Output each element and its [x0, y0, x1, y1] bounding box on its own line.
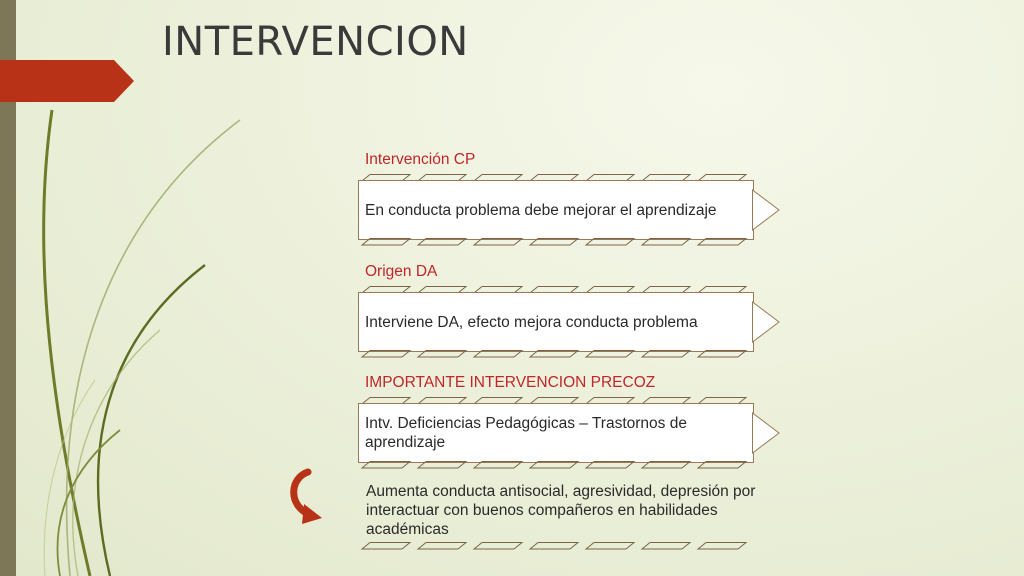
step-bottom-strip-1	[358, 238, 754, 246]
result-text: Aumenta conducta antisocial, agresividad, depresión por interactuar con buenos compañeros en habilidades académicas	[366, 483, 756, 538]
step-box-1	[358, 180, 754, 240]
curved-arrow-icon	[286, 468, 326, 528]
slide-title: INTERVENCION	[162, 19, 469, 65]
step-text-3: Intv. Deficiencias Pedagógicas – Trastornos de aprendizaje	[365, 415, 687, 451]
step-heading-2: Origen DA	[365, 263, 438, 280]
step-bottom-strip-2	[358, 350, 754, 358]
step-box-3	[358, 403, 754, 463]
step-bottom-strip-3	[358, 461, 754, 469]
chevron-right-icon	[752, 180, 782, 240]
step-heading-3: IMPORTANTE INTERVENCION PRECOZ	[365, 374, 656, 391]
chevron-right-icon	[752, 403, 782, 463]
chevron-right-icon	[752, 292, 782, 352]
result-bottom-strip	[358, 542, 754, 550]
step-box-2	[358, 292, 754, 352]
step-text-2: Interviene DA, efecto mejora conducta problema	[365, 313, 698, 331]
step-heading-1: Intervención CP	[365, 151, 476, 168]
step-text-1: En conducta problema debe mejorar el aprendizaje	[365, 201, 717, 219]
title-accent-tab	[0, 60, 134, 102]
